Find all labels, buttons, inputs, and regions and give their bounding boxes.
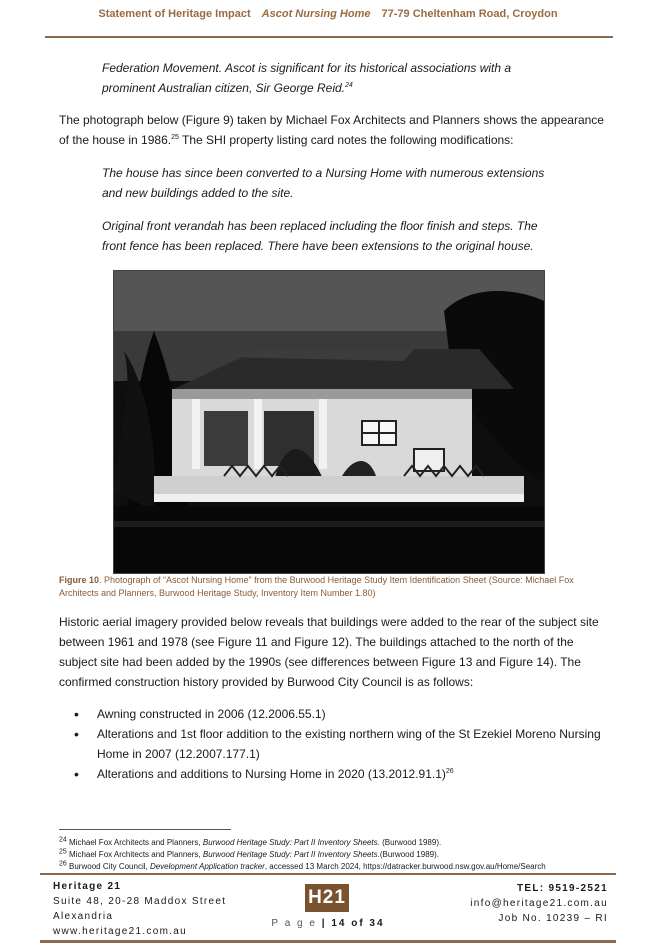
footnote-25	[59, 849, 619, 861]
footer-address-line1: Suite 48, 20-28 Maddox Street	[53, 896, 227, 907]
footnote-number: 24	[59, 836, 67, 844]
header-address: 77-79 Cheltenham Road, Croydon	[381, 8, 558, 20]
quote-verandah: Original front verandah has been replaced including the floor finish and steps. The front fence has been replaced. There have been extensions to the original house.	[102, 219, 538, 253]
footnote-text: Burwood City Council,	[66, 862, 150, 871]
footer-divider	[40, 873, 616, 875]
footnote-text: Michael Fox Architects and Planners,	[66, 838, 203, 847]
footnote-title: Development Application tracker	[149, 862, 265, 871]
page-separator: |	[321, 918, 327, 929]
list-item-text: Alterations and additions to Nursing Home in 2020 (13.2012.91.1)	[97, 767, 446, 781]
footer-company-info	[53, 879, 226, 939]
footnote-ref-24[interactable]: 24	[345, 82, 353, 89]
footnote-text-end: . (Burwood 1989).	[377, 838, 442, 847]
figure-10-label: Figure 10	[59, 575, 100, 585]
footer-email-link[interactable]: info@heritage21.com.au	[470, 898, 608, 909]
footnotes	[59, 837, 619, 873]
list-item	[59, 764, 604, 784]
list-item	[59, 724, 604, 764]
footnote-26	[59, 861, 619, 873]
figure-10-photograph	[113, 270, 545, 574]
footnote-text-end: , accessed 13 March 2024, https://datracker.burwood.nsw.gov.au/Home/Search	[264, 862, 546, 871]
figure-10-caption	[59, 574, 604, 600]
footnote-text: Michael Fox Architects and Planners,	[66, 850, 203, 859]
header-project-name: Ascot Nursing Home	[261, 8, 371, 20]
footnote-divider	[59, 829, 231, 830]
list-item-text: Awning constructed in 2006 (12.2006.55.1)	[97, 707, 326, 721]
paragraph-photograph-text-end: The SHI property listing card notes the following modifications:	[178, 133, 514, 147]
footnote-ref-26[interactable]: 26	[445, 768, 454, 775]
page-header	[0, 8, 656, 20]
footnote-number: 26	[59, 860, 67, 868]
quote-conversion: The house has since been converted to a Nursing Home with numerous extensions and new buildings added to the site.	[102, 166, 545, 200]
figure-10-caption-text: . Photograph of “Ascot Nursing Home” from the Burwood Heritage Study Item Identification Sheet (Source: Michael Fox Architects and Planners, Burwood Heritage Study, Inventory Item Number 1.80)	[59, 575, 574, 598]
construction-history-list	[59, 704, 604, 784]
footer-telephone: TEL: 9519-2521	[516, 883, 608, 894]
footer-website-link[interactable]: www.heritage21.com.au	[53, 926, 188, 937]
paragraph-aerial-imagery: Historic aerial imagery provided below reveals that buildings were added to the rear of the subject site between 1961 and 1978 (see Figure 11 and Figure 12). The buildings attached to the north of the subject site had been added by the 1990s (see differences between Figure 13 and Figure 14). The confirmed construction history provided by Burwood City Council is as follows:	[59, 615, 599, 689]
footnote-ref-25[interactable]: 25	[171, 134, 179, 141]
list-item-text: Alterations and 1st floor addition to the existing northern wing of the St Ezekiel Moreno Nursing Home in 2007 (12.2007.177.1)	[97, 727, 601, 761]
header-document-title: Statement of Heritage Impact	[98, 8, 251, 20]
heritage21-logo	[305, 884, 349, 912]
paragraph-photograph-text: The photograph below (Figure 9) taken by Michael Fox Architects and Planners shows the appearance of the house in 1986.	[59, 113, 604, 147]
footnote-title: Burwood Heritage Study: Part II Inventory Sheets.	[202, 850, 380, 859]
footnote-24	[59, 837, 619, 849]
footer-company-name: Heritage 21	[53, 881, 122, 892]
footnote-title: Burwood Heritage Study: Part II Inventory Sheets	[202, 838, 378, 847]
footnote-number: 25	[59, 848, 67, 856]
house-photo-illustration	[114, 271, 544, 573]
footer-address-line2: Alexandria	[53, 911, 114, 922]
logo-text: H21	[308, 887, 346, 908]
footnote-text-end: (Burwood 1989).	[379, 850, 439, 859]
page-count: 14 of 34	[331, 918, 385, 929]
footer-job-number: Job No. 10239 – RI	[498, 913, 608, 924]
paragraph-photograph	[59, 110, 604, 150]
header-divider	[45, 36, 613, 38]
list-item	[59, 704, 604, 724]
page-label: P a g e	[271, 918, 317, 929]
footer-bottom-divider	[40, 940, 616, 943]
quote-federation-text: Federation Movement. Ascot is significant for its historical associations with a prominent Australian citizen, Sir George Reid.	[102, 61, 512, 95]
footer-contact-info	[470, 881, 608, 926]
quote-federation	[102, 58, 562, 98]
